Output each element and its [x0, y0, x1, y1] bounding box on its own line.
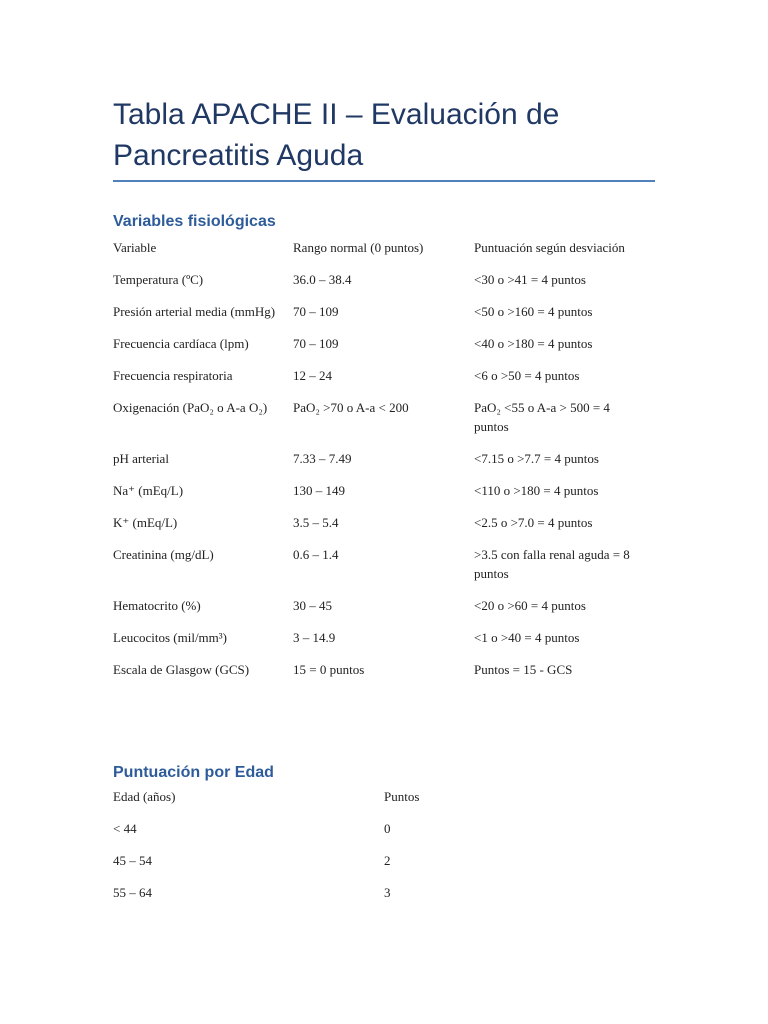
table-header-row — [113, 238, 644, 270]
table-cell: 0 — [384, 821, 391, 836]
table-cell: Creatinina (mg/dL) — [113, 547, 214, 562]
table-cell: <110 o >180 = 4 puntos — [474, 483, 599, 498]
column-header: Variable — [113, 240, 157, 255]
column-header: Puntos — [384, 789, 420, 804]
table-cell: 3.5 – 5.4 — [293, 515, 339, 530]
table-cell: Frecuencia cardíaca (lpm) — [113, 336, 249, 351]
table-cell: 3 – 14.9 — [293, 630, 336, 645]
table-cell: Temperatura (ºC) — [113, 272, 204, 287]
age-heading: Puntuación por Edad — [113, 764, 274, 781]
table-cell: 70 – 109 — [293, 304, 339, 319]
table-cell: >3.5 con falla renal aguda = 8 puntos — [474, 547, 630, 581]
table-cell: <7.15 o >7.7 = 4 puntos — [474, 451, 599, 466]
table-cell: 30 – 45 — [293, 598, 332, 613]
table-cell: 2 — [384, 853, 391, 868]
table-row — [113, 513, 644, 545]
table-cell: 45 – 54 — [113, 853, 152, 868]
table-row — [113, 302, 644, 334]
table-cell: 15 = 0 puntos — [293, 662, 365, 677]
table-cell: <2.5 o >7.0 = 4 puntos — [474, 515, 593, 530]
table-row — [113, 398, 644, 449]
table-cell: PaO₂ <55 o A-a > 500 = 4 puntos — [474, 400, 610, 434]
table-row — [113, 481, 644, 513]
table-cell: Na⁺ (mEq/L) — [113, 483, 184, 498]
table-row — [113, 851, 584, 883]
table-row — [113, 449, 644, 481]
table-cell: 55 – 64 — [113, 885, 152, 900]
table-cell: <50 o >160 = 4 puntos — [474, 304, 593, 319]
table-cell: 70 – 109 — [293, 336, 339, 351]
table-row — [113, 628, 644, 660]
table-cell: Oxigenación (PaO₂ o A-a O₂) — [113, 400, 268, 415]
table-cell: Leucocitos (mil/mm³) — [113, 630, 228, 645]
table-cell: 36.0 – 38.4 — [293, 272, 352, 287]
table-cell: Puntos = 15 - GCS — [474, 662, 573, 677]
physiologic-heading: Variables fisiológicas — [113, 213, 276, 230]
physiologic-table — [113, 238, 644, 692]
table-cell: PaO₂ >70 o A-a < 200 — [293, 400, 409, 415]
table-cell: 0.6 – 1.4 — [293, 547, 339, 562]
column-header: Puntuación según desviación — [474, 240, 625, 255]
table-cell: Escala de Glasgow (GCS) — [113, 662, 250, 677]
table-cell: K⁺ (mEq/L) — [113, 515, 178, 530]
table-cell: <30 o >41 = 4 puntos — [474, 272, 586, 287]
table-cell: Frecuencia respiratoria — [113, 368, 233, 383]
table-cell: <40 o >180 = 4 puntos — [474, 336, 593, 351]
table-cell: 7.33 – 7.49 — [293, 451, 352, 466]
table-cell: 130 – 149 — [293, 483, 345, 498]
table-row — [113, 596, 644, 628]
table-cell: 12 – 24 — [293, 368, 332, 383]
table-row — [113, 366, 644, 398]
table-cell: 3 — [384, 885, 391, 900]
table-row — [113, 883, 584, 915]
table-cell: pH arterial — [113, 451, 169, 466]
document-title: Tabla APACHE II – Evaluación de Pancreatitis Aguda — [113, 98, 560, 172]
table-row — [113, 819, 584, 851]
table-cell: <20 o >60 = 4 puntos — [474, 598, 586, 613]
table-header-row — [113, 787, 584, 819]
table-cell: <1 o >40 = 4 puntos — [474, 630, 580, 645]
title-underline — [113, 180, 655, 182]
table-cell: Hematocrito (%) — [113, 598, 201, 613]
table-row — [113, 334, 644, 366]
table-cell: < 44 — [113, 821, 137, 836]
column-header: Edad (años) — [113, 789, 176, 804]
table-row — [113, 660, 644, 692]
table-row — [113, 545, 644, 596]
table-row — [113, 270, 644, 302]
column-header: Rango normal (0 puntos) — [293, 240, 424, 255]
table-cell: <6 o >50 = 4 puntos — [474, 368, 580, 383]
table-cell: Presión arterial media (mmHg) — [113, 304, 276, 319]
age-table — [113, 787, 584, 915]
